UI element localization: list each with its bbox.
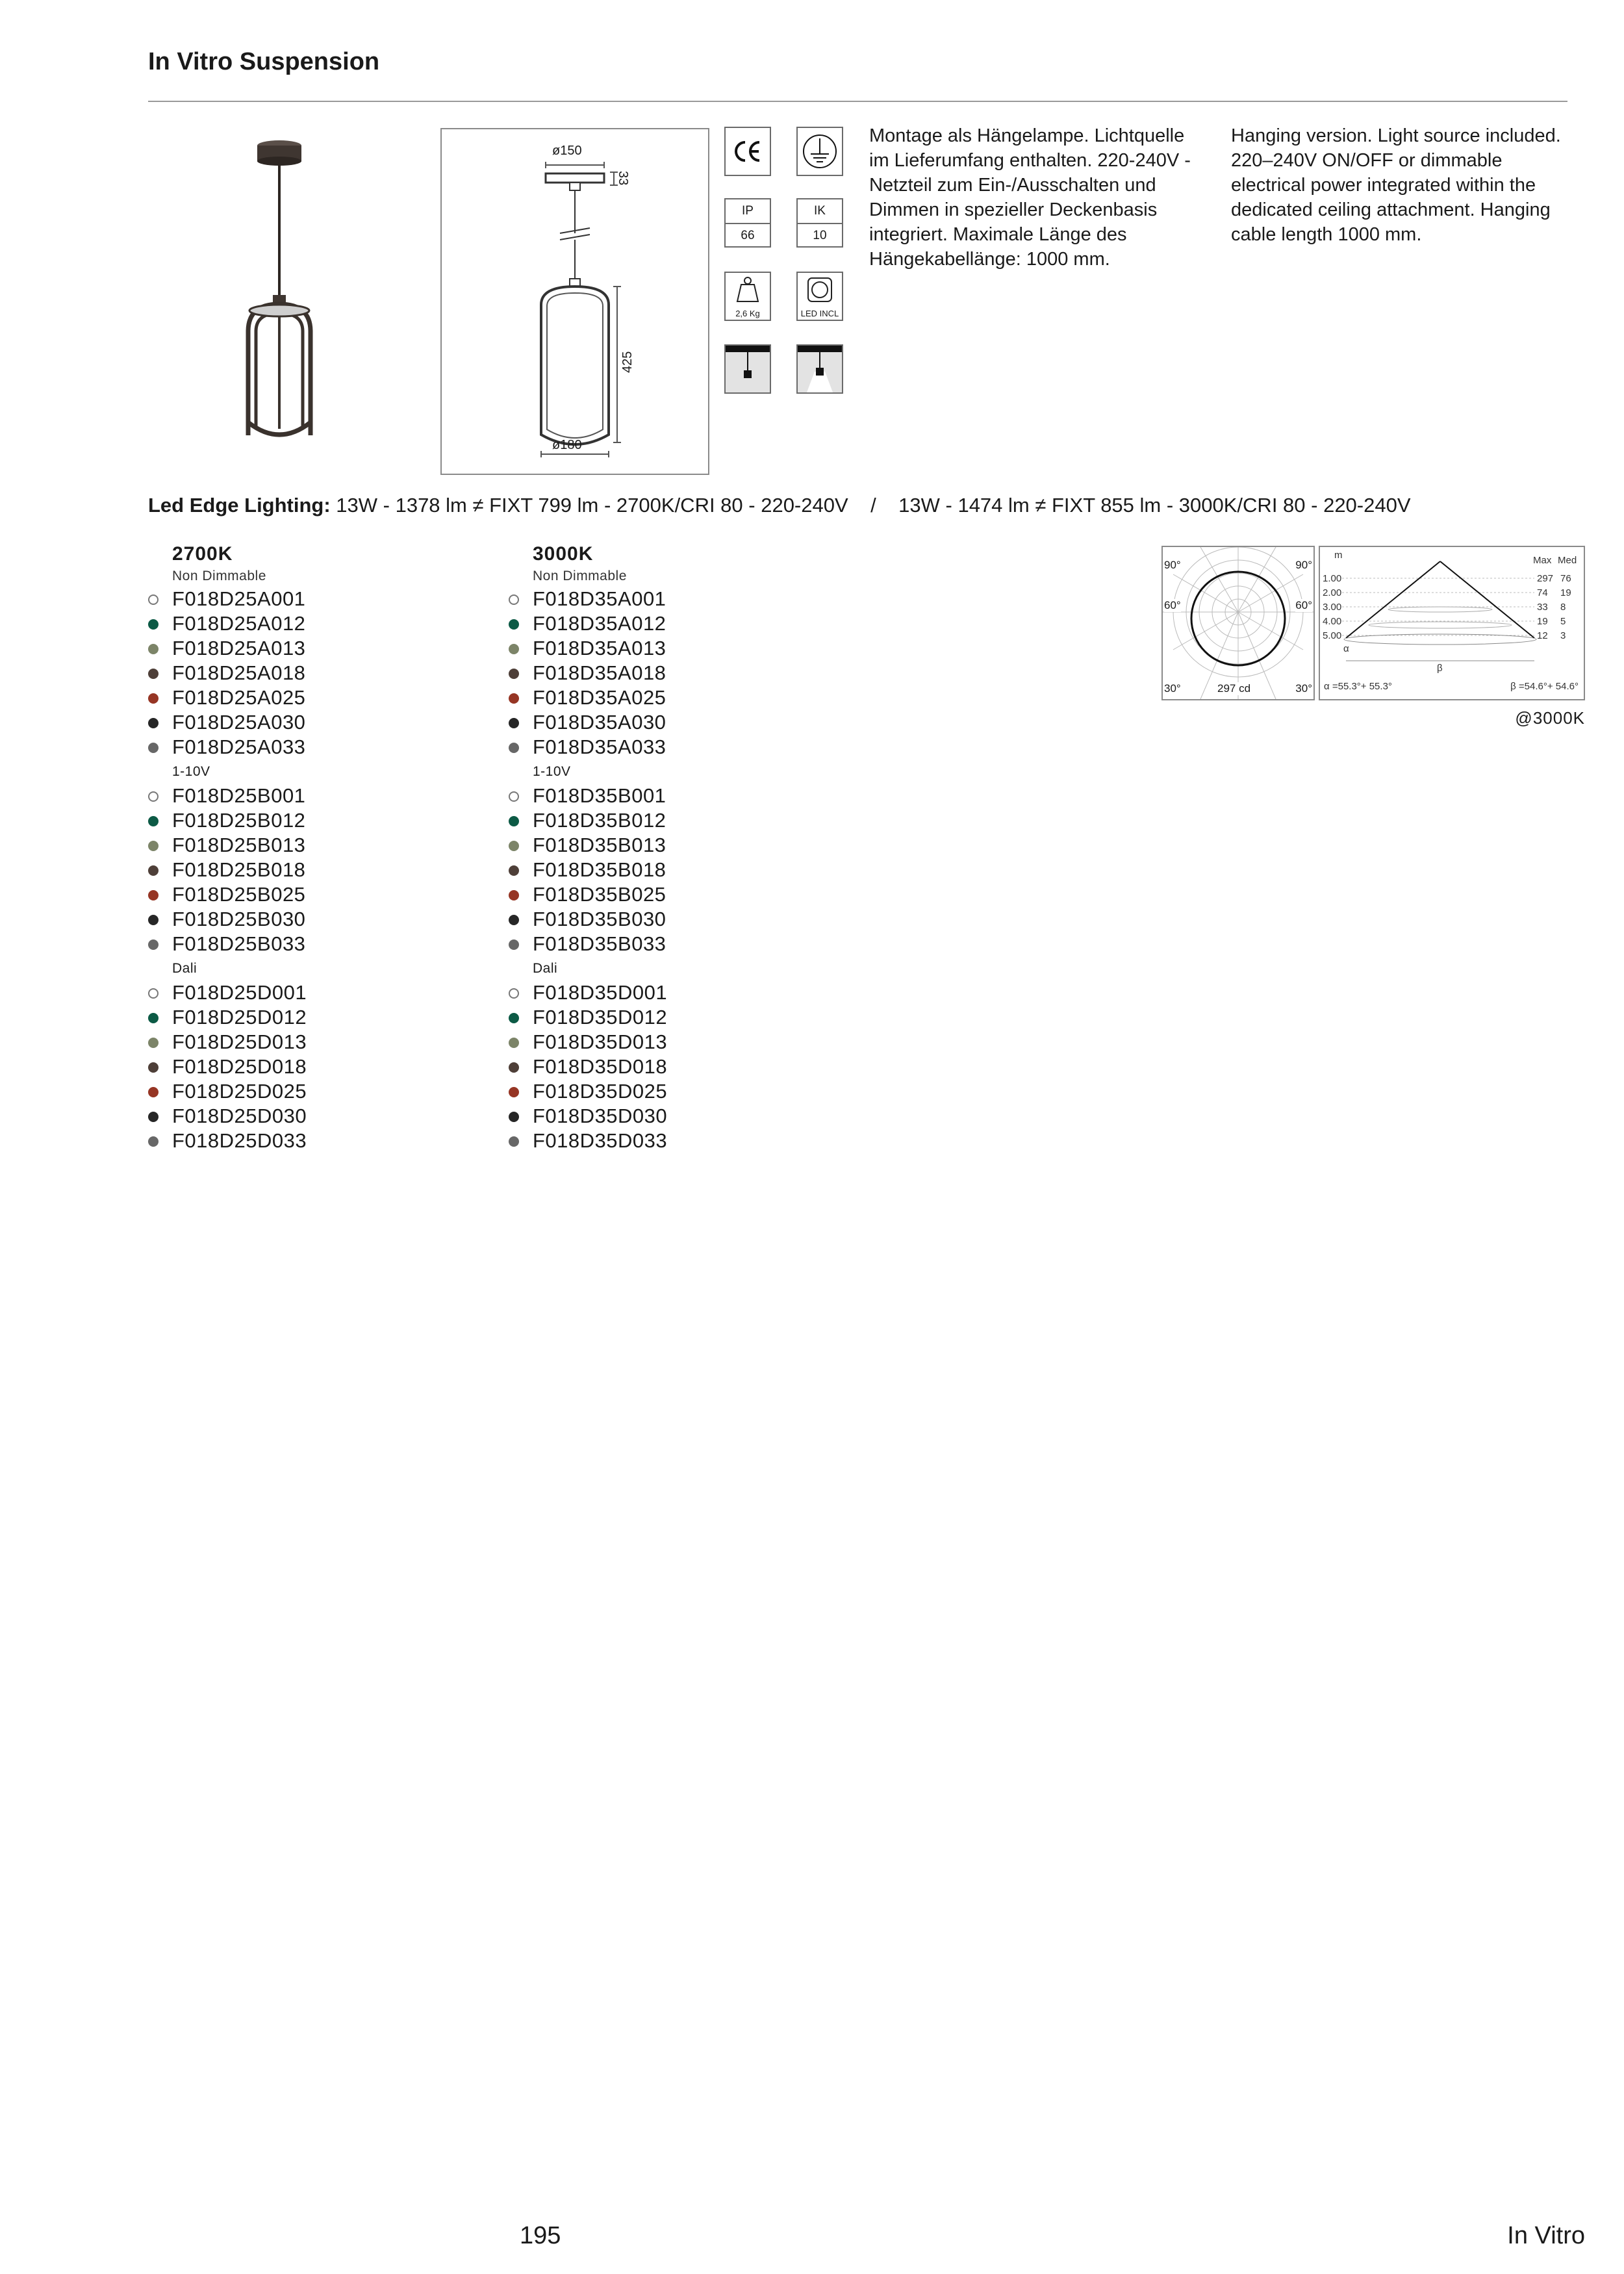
finish-color-swatch — [148, 1013, 159, 1023]
dimension-top-height: 33 — [616, 171, 630, 186]
product-code: F018D25A025 — [172, 686, 306, 709]
group-label: 1-10V — [172, 764, 210, 779]
finish-color-swatch — [148, 988, 159, 999]
product-code: F018D25B025 — [172, 883, 306, 906]
product-code-item — [509, 710, 667, 735]
title-divider — [148, 101, 1567, 102]
finish-color-swatch — [509, 915, 519, 925]
cone-max-value: 74 — [1537, 587, 1548, 598]
finish-color-swatch — [509, 816, 519, 826]
product-code: F018D25D030 — [172, 1105, 307, 1127]
cone-distance: 4.00 — [1323, 616, 1342, 627]
product-code-item — [148, 1129, 307, 1153]
product-code-item — [148, 1030, 307, 1054]
product-code: F018D35A030 — [533, 711, 666, 734]
cone-row — [1323, 586, 1582, 600]
footer-section: In Vitro — [1507, 2222, 1585, 2249]
product-code: F018D35B030 — [533, 908, 666, 930]
direct-light-icon — [724, 344, 771, 394]
product-code-item — [509, 980, 667, 1005]
product-code-item — [509, 1054, 667, 1079]
polar-light-distribution-diagram — [1161, 546, 1315, 700]
finish-color-swatch — [148, 718, 159, 728]
product-code-item — [148, 784, 307, 808]
product-code: F018D25D013 — [172, 1030, 307, 1053]
finish-color-swatch — [509, 865, 519, 876]
product-code: F018D25B012 — [172, 809, 306, 832]
column-temperature: 3000K — [533, 543, 594, 565]
product-code: F018D25A012 — [172, 612, 306, 635]
finish-color-swatch — [509, 791, 519, 802]
product-image — [234, 136, 325, 442]
cone-med-value: 5 — [1560, 616, 1566, 627]
finish-color-swatch — [148, 890, 159, 901]
polar-angle-30-left: 30° — [1164, 682, 1181, 695]
cone-med-value: 19 — [1560, 587, 1571, 598]
polar-angle-60-left: 60° — [1164, 599, 1181, 611]
cone-unit-label: m — [1334, 550, 1343, 561]
product-code-item — [148, 636, 307, 661]
finish-color-swatch — [509, 619, 519, 630]
product-code-item — [509, 932, 667, 956]
description-german: Montage als Hängelampe. Lichtquelle im Lieferumfang enthalten. 220-240V -Netzteil zum Ein-/Ausschalten und Dimmen in spezieller Deckenbasis integriert. Maximale Länge des Hängekabellänge: 1000 mm. — [869, 125, 1191, 270]
finish-color-swatch — [148, 743, 159, 753]
product-code: F018D35D018 — [533, 1055, 668, 1078]
finish-color-swatch — [148, 1087, 159, 1097]
ip-rating-badge — [724, 198, 771, 248]
cone-alpha-angle: α =55.3°+ 55.3° — [1324, 681, 1392, 692]
finish-color-swatch — [509, 669, 519, 679]
finish-color-swatch — [509, 644, 519, 654]
product-code: F018D25A033 — [172, 735, 306, 758]
product-code-item — [509, 907, 667, 932]
product-code: F018D25A018 — [172, 661, 306, 684]
cone-med-value: 8 — [1560, 602, 1566, 613]
product-code-item — [148, 907, 307, 932]
product-code-item — [509, 636, 667, 661]
product-code: F018D35D030 — [533, 1105, 668, 1127]
product-code-item — [148, 587, 307, 611]
product-code-item — [509, 1030, 667, 1054]
cone-beta-symbol: β — [1437, 663, 1443, 674]
product-code-item — [148, 1005, 307, 1030]
finish-color-swatch — [148, 816, 159, 826]
product-code: F018D25B013 — [172, 834, 306, 856]
product-code: F018D25A030 — [172, 711, 306, 734]
product-code-item — [148, 685, 307, 710]
cone-alpha-symbol: α — [1343, 643, 1349, 654]
product-code-item — [148, 1054, 307, 1079]
cone-row — [1323, 615, 1582, 629]
product-code-item — [148, 661, 307, 685]
product-code: F018D35D013 — [533, 1030, 668, 1053]
dimension-bottom-diameter: ø180 — [552, 438, 582, 452]
column-temperature: 2700K — [172, 543, 233, 565]
product-code: F018D35D025 — [533, 1080, 668, 1103]
cone-max-value: 19 — [1537, 616, 1548, 627]
product-code: F018D25D001 — [172, 981, 307, 1004]
cone-max-value: 297 — [1537, 573, 1554, 584]
product-code: F018D35D033 — [533, 1129, 668, 1152]
dimension-top-diameter: ø150 — [552, 144, 582, 158]
cone-rows — [1323, 572, 1582, 643]
finish-color-swatch — [148, 939, 159, 950]
finish-color-swatch — [509, 1062, 519, 1073]
product-code-item — [148, 611, 307, 636]
product-code: F018D25D018 — [172, 1055, 307, 1078]
product-code: F018D35B001 — [533, 784, 666, 807]
product-code-item — [148, 932, 307, 956]
cone-med-value: 76 — [1560, 573, 1571, 584]
product-code: F018D35B033 — [533, 932, 666, 955]
polar-peak-intensity: 297 cd — [1217, 682, 1251, 695]
group-label: Dali — [172, 961, 197, 976]
product-code: F018D35D001 — [533, 981, 668, 1004]
product-code-item — [148, 882, 307, 907]
cone-row — [1323, 629, 1582, 643]
finish-color-swatch — [509, 988, 519, 999]
illuminance-cone-diagram — [1319, 546, 1585, 700]
product-code: F018D25B033 — [172, 932, 306, 955]
codes-column-3000k — [509, 543, 667, 1153]
finish-color-swatch — [509, 1112, 519, 1122]
cone-med-value: 3 — [1560, 630, 1566, 641]
downlight-beam-icon — [796, 344, 843, 394]
finish-color-swatch — [148, 1062, 159, 1073]
page-number: 195 — [520, 2222, 561, 2249]
product-code-item — [148, 858, 307, 882]
product-code: F018D25B018 — [172, 858, 306, 881]
product-code-item — [509, 1005, 667, 1030]
product-code-item — [148, 833, 307, 858]
product-code: F018D25B001 — [172, 784, 306, 807]
product-code-item — [509, 735, 667, 760]
photometry-note: @3000K — [1515, 708, 1585, 728]
product-code-item — [509, 1079, 667, 1104]
ik-label: IK — [814, 204, 826, 218]
polar-angle-60-right: 60° — [1295, 599, 1312, 611]
code-list — [509, 980, 667, 1153]
product-code: F018D25A001 — [172, 587, 306, 610]
finish-color-swatch — [148, 915, 159, 925]
description-english: Hanging version. Light source included. 220–240V ON/OFF or dimmable electrical power integrated within the dedicated ceiling attachment. Hanging cable length 1000 mm. — [1231, 125, 1561, 245]
weight-value: 2,6 Kg — [735, 309, 760, 318]
product-code: F018D25D025 — [172, 1080, 307, 1103]
finish-color-swatch — [509, 693, 519, 704]
finish-color-swatch — [509, 594, 519, 605]
finish-color-swatch — [148, 1038, 159, 1048]
led-included-icon — [796, 272, 843, 321]
earth-ground-icon — [796, 127, 843, 176]
cone-column-med: Med — [1558, 555, 1577, 566]
polar-angle-90-left: 90° — [1164, 559, 1181, 571]
finish-color-swatch — [509, 718, 519, 728]
cone-max-value: 33 — [1537, 602, 1548, 613]
cone-distance: 3.00 — [1323, 602, 1342, 613]
led-spec-values: 13W - 1378 lm ≠ FIXT 799 lm - 2700K/CRI 80 - 220-240V / 13W - 1474 lm ≠ FIXT 855 lm - 3000K/CRI 80 - 220-240V — [330, 494, 1411, 517]
cone-distance: 5.00 — [1323, 630, 1342, 641]
finish-color-swatch — [148, 669, 159, 679]
group-label: Non Dimmable — [533, 568, 627, 583]
product-code: F018D35B018 — [533, 858, 666, 881]
product-code: F018D35A013 — [533, 637, 666, 659]
led-spec-label: Led Edge Lighting: — [148, 494, 331, 517]
product-code: F018D35B025 — [533, 883, 666, 906]
finish-color-swatch — [509, 939, 519, 950]
dimension-body-height: 425 — [620, 351, 635, 373]
product-code-item — [148, 808, 307, 833]
ik-rating-badge — [796, 198, 843, 248]
finish-color-swatch — [509, 890, 519, 901]
cone-beta-angle: β =54.6°+ 54.6° — [1510, 681, 1579, 692]
cone-max-value: 12 — [1537, 630, 1548, 641]
finish-color-swatch — [148, 791, 159, 802]
finish-color-swatch — [148, 865, 159, 876]
cone-distance: 2.00 — [1323, 587, 1342, 598]
product-code-item — [148, 735, 307, 760]
finish-color-swatch — [148, 619, 159, 630]
code-list — [148, 587, 307, 760]
codes-column-2700k — [148, 543, 307, 1153]
product-code: F018D25D033 — [172, 1129, 307, 1152]
finish-color-swatch — [148, 841, 159, 851]
product-code: F018D25A013 — [172, 637, 306, 659]
cone-distance: 1.00 — [1323, 573, 1342, 584]
weight-icon — [724, 272, 771, 321]
polar-angle-90-right: 90° — [1295, 559, 1312, 571]
product-code: F018D35A033 — [533, 735, 666, 758]
ik-value: 10 — [798, 223, 842, 248]
product-code: F018D35D012 — [533, 1006, 668, 1028]
product-code: F018D35B012 — [533, 809, 666, 832]
product-code: F018D35B013 — [533, 834, 666, 856]
ip-label: IP — [742, 204, 754, 218]
page-title: In Vitro Suspension — [148, 48, 380, 75]
finish-color-swatch — [509, 1136, 519, 1147]
product-code-item — [148, 980, 307, 1005]
cone-row — [1323, 572, 1582, 586]
code-list — [148, 980, 307, 1153]
product-code: F018D35A012 — [533, 612, 666, 635]
finish-color-swatch — [148, 644, 159, 654]
product-code-item — [148, 1079, 307, 1104]
product-code-item — [509, 685, 667, 710]
finish-color-swatch — [148, 693, 159, 704]
group-label: 1-10V — [533, 764, 571, 779]
product-code: F018D25D012 — [172, 1006, 307, 1028]
product-code-item — [509, 784, 667, 808]
finish-color-swatch — [148, 594, 159, 605]
finish-color-swatch — [148, 1112, 159, 1122]
product-code-item — [509, 611, 667, 636]
product-code: F018D35A018 — [533, 661, 666, 684]
finish-color-swatch — [148, 1136, 159, 1147]
product-code-item — [509, 1104, 667, 1129]
finish-color-swatch — [509, 1038, 519, 1048]
code-list — [509, 784, 667, 956]
led-included-label: LED INCL — [800, 309, 839, 318]
finish-color-swatch — [509, 1013, 519, 1023]
product-code-item — [509, 833, 667, 858]
group-label: Dali — [533, 961, 558, 976]
led-spec-line — [148, 494, 1411, 517]
cone-column-max: Max — [1533, 555, 1552, 566]
product-code-item — [509, 587, 667, 611]
product-code-item — [509, 858, 667, 882]
dimension-drawing — [440, 128, 709, 475]
polar-angle-30-right: 30° — [1295, 682, 1312, 695]
product-code: F018D25B030 — [172, 908, 306, 930]
finish-color-swatch — [509, 743, 519, 753]
group-label: Non Dimmable — [172, 568, 266, 583]
product-code-item — [509, 808, 667, 833]
product-code-item — [148, 1104, 307, 1129]
product-code: F018D35A025 — [533, 686, 666, 709]
code-list — [509, 587, 667, 760]
code-list — [148, 784, 307, 956]
finish-color-swatch — [509, 841, 519, 851]
product-code-item — [509, 661, 667, 685]
cone-row — [1323, 600, 1582, 615]
product-code-item — [148, 710, 307, 735]
ip-value: 66 — [726, 223, 770, 248]
ce-mark-icon — [724, 127, 771, 176]
product-code-item — [509, 882, 667, 907]
finish-color-swatch — [509, 1087, 519, 1097]
product-code-item — [509, 1129, 667, 1153]
product-code: F018D35A001 — [533, 587, 666, 610]
